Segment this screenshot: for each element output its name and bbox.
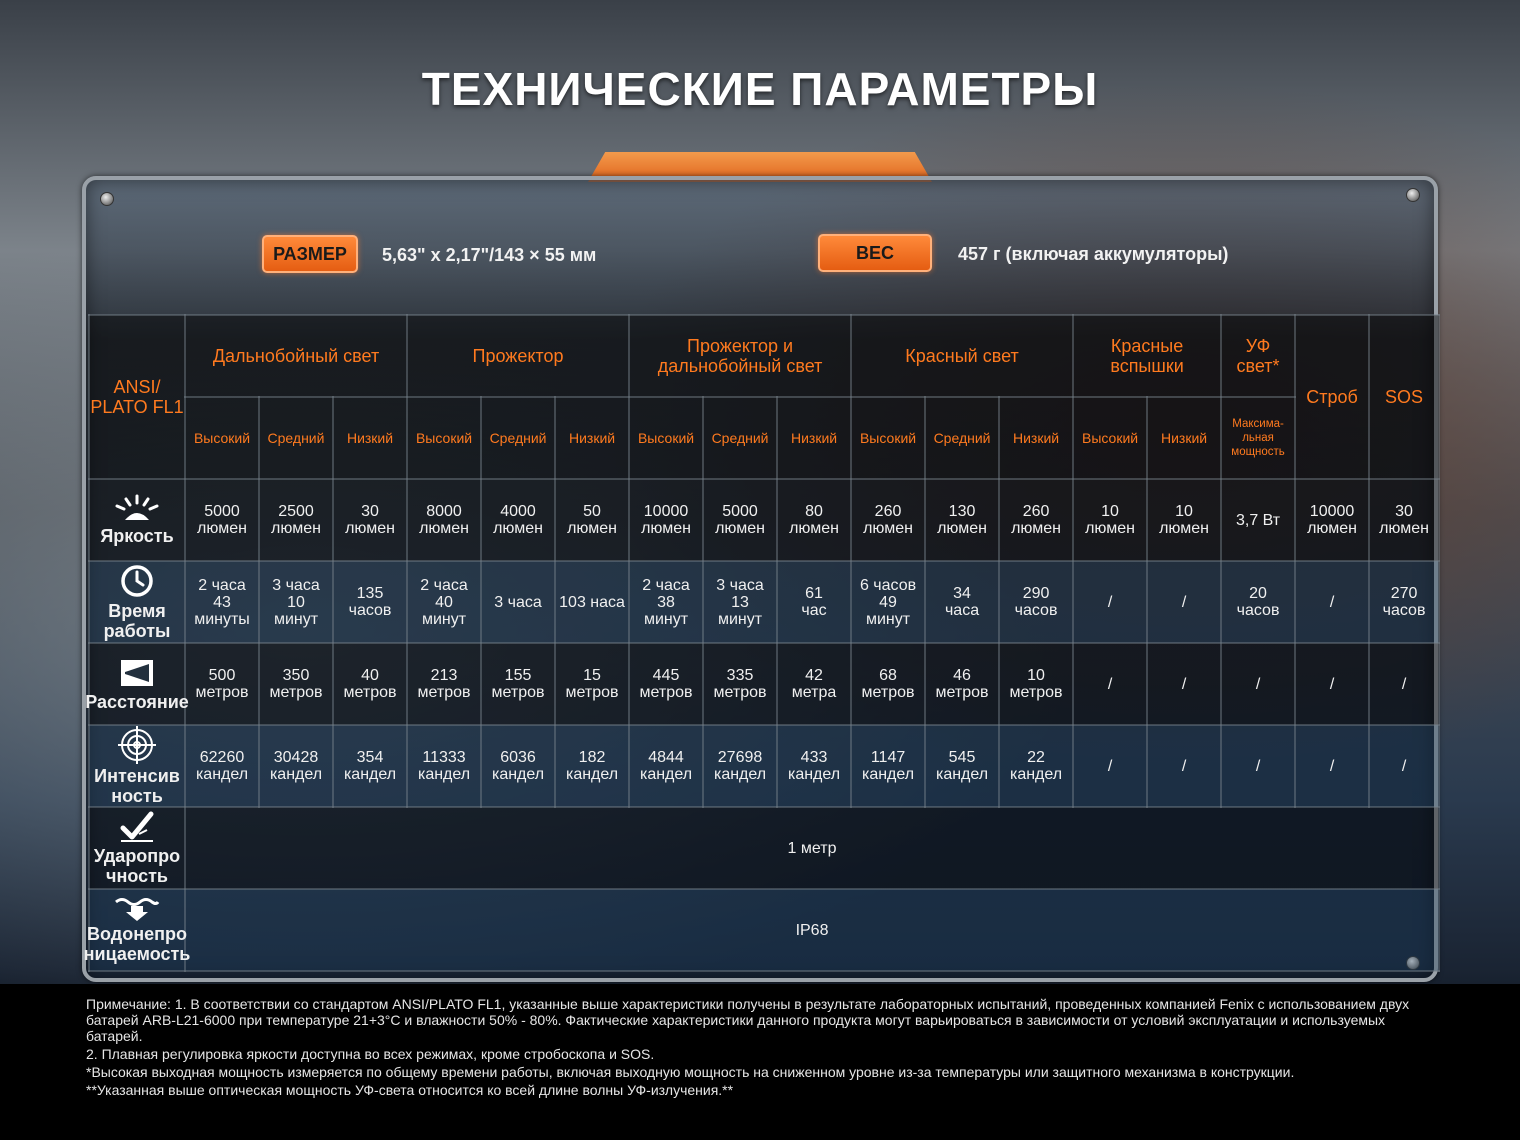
cell-line: минут — [717, 610, 763, 628]
cell-line: / — [1401, 675, 1407, 693]
brightness-value-cell — [407, 479, 481, 561]
cell-line: минут — [865, 610, 911, 628]
cell-line: 103 наса — [559, 593, 625, 611]
cell-line: 50 — [583, 503, 601, 520]
mode-header: Высокий — [185, 397, 259, 479]
cell-line: люмен — [345, 520, 395, 537]
footnotes — [0, 984, 1520, 1140]
cell-line: 3 часа — [272, 576, 320, 594]
cell-line: люмен — [1307, 520, 1357, 537]
cell-line: 68 — [879, 667, 897, 684]
cell-line: / — [1255, 757, 1261, 775]
cell-line: 270 — [1390, 585, 1418, 602]
cell-line: люмен — [789, 520, 839, 537]
page-title: ТЕХНИЧЕСКИЕ ПАРАМЕТРЫ — [421, 63, 1099, 115]
brightness-value-cell — [629, 479, 703, 561]
runtime-value-cell — [1221, 561, 1295, 643]
cell-line: 38 — [657, 593, 675, 611]
cell-line: метров — [195, 684, 249, 701]
cell-line: / — [1107, 593, 1113, 611]
runtime-value-cell — [1369, 561, 1439, 643]
group-header-row — [89, 315, 1439, 397]
footnote: *Высокая выходная мощность измеряется по общему времени работы, включая выходную мощность на сниженном уровне из-за температуры или защитного механизма в конструкции. — [86, 1064, 1295, 1080]
cell-line: 260 — [874, 503, 902, 520]
cell-line: метров — [565, 684, 619, 701]
brightness-value-cell — [1295, 479, 1369, 561]
cell-line: 40 — [361, 667, 379, 684]
distance-value-cell — [1147, 643, 1221, 725]
cell-line: 10000 — [643, 503, 689, 520]
cell-line: 5000 — [204, 503, 240, 520]
intensity-value-cell — [1073, 725, 1147, 807]
intensity-value-cell — [259, 725, 333, 807]
mode-header: Высокий — [851, 397, 925, 479]
cell-line: 6 часов — [859, 576, 917, 594]
cell-line: 182 — [578, 749, 606, 766]
cell-line: кандел — [491, 766, 545, 783]
runtime-value-cell — [407, 561, 481, 643]
brightness-value-cell — [1369, 479, 1439, 561]
cell-line: метров — [639, 684, 693, 701]
row-label-cell — [89, 807, 185, 889]
cell-line: 500 — [208, 667, 236, 684]
cell-line: метров — [343, 684, 397, 701]
standard-label: ANSI/ PLATO FL1 — [89, 315, 185, 479]
cell-line: 40 — [435, 593, 453, 611]
cell-line: 6036 — [500, 749, 536, 766]
cell-line: / — [1329, 757, 1335, 775]
runtime-value-cell — [851, 561, 925, 643]
intensity-value-cell — [629, 725, 703, 807]
brightness-value-cell — [703, 479, 777, 561]
cell-line: 46 — [953, 667, 971, 684]
cell-line: часов — [1014, 602, 1058, 619]
row-label-cell — [89, 479, 185, 561]
brightness-value-cell — [1073, 479, 1147, 561]
group-header: Прожектор и дальнобойный свет — [629, 315, 851, 397]
cell-line: 1147 — [870, 749, 906, 766]
distance-value-cell — [407, 643, 481, 725]
cell-line: метров — [935, 684, 989, 701]
cell-line: кандел — [787, 766, 841, 783]
runtime-value-cell — [629, 561, 703, 643]
cell-line: минуты — [194, 610, 250, 628]
cell-line: метров — [269, 684, 323, 701]
cell-line: метров — [861, 684, 915, 701]
cell-line: 42 — [805, 667, 823, 684]
cell-line: 15 — [583, 667, 601, 684]
cell-line: 80 — [805, 503, 823, 520]
mode-header: Высокий — [407, 397, 481, 479]
brightness-icon — [112, 494, 162, 524]
brightness-value-cell — [925, 479, 999, 561]
runtime-value-cell — [1295, 561, 1369, 643]
cell-line: 20 — [1249, 585, 1267, 602]
cell-line: люмен — [863, 520, 913, 537]
runtime-value-cell — [481, 561, 555, 643]
intensity-value-cell — [555, 725, 629, 807]
cell-line: / — [1107, 675, 1113, 693]
intensity-value-cell — [1369, 725, 1439, 807]
cell-line: кандел — [935, 766, 989, 783]
cell-line: / — [1181, 593, 1187, 611]
footnote: 2. Плавная регулировка яркости доступна во всех режимах, кроме стробоскопа и SOS. — [86, 1046, 655, 1062]
cell-line: 260 — [1022, 503, 1050, 520]
cell-line: 130 — [948, 503, 976, 520]
runtime-value-cell — [925, 561, 999, 643]
brightness-value-cell — [777, 479, 851, 561]
row-label: Расстояние — [85, 692, 189, 712]
runtime-value-cell — [185, 561, 259, 643]
group-header: Строб — [1295, 315, 1369, 479]
brightness-value-cell — [999, 479, 1073, 561]
mode-header: Низкий — [333, 397, 407, 479]
cell-line: 2 часа — [420, 576, 468, 594]
cell-line: 155 — [504, 667, 532, 684]
row-label: Яркость — [100, 526, 174, 546]
cell-line: / — [1255, 675, 1261, 693]
row-label-cell — [85, 643, 189, 725]
cell-line: люмен — [197, 520, 247, 537]
cell-line: люмен — [271, 520, 321, 537]
brightness-value-cell — [1221, 479, 1295, 561]
cell-line: метров — [1009, 684, 1063, 701]
cell-line: минут — [421, 610, 467, 628]
cell-line: 3 часа — [494, 593, 542, 611]
group-header: УФ свет* — [1221, 315, 1295, 397]
row-runtime — [89, 561, 1439, 643]
cell-line: 4000 — [500, 503, 536, 520]
impact-check-icon — [117, 810, 157, 844]
mode-header: Средний — [481, 397, 555, 479]
group-header: SOS — [1369, 315, 1439, 479]
beam-distance-icon — [117, 656, 157, 690]
distance-value-cell — [629, 643, 703, 725]
row-label: Ударопро чность — [93, 846, 181, 886]
row-brightness — [89, 479, 1439, 561]
group-header: Красный свет — [851, 315, 1073, 397]
distance-value-cell — [925, 643, 999, 725]
cell-line: 290 — [1022, 585, 1050, 602]
mode-header: Высокий — [629, 397, 703, 479]
intensity-value-cell — [925, 725, 999, 807]
cell-line: метров — [713, 684, 767, 701]
intensity-value-cell — [1221, 725, 1295, 807]
distance-value-cell — [1221, 643, 1295, 725]
row-label-cell — [83, 889, 191, 971]
intensity-value-cell — [777, 725, 851, 807]
cell-line: кандел — [639, 766, 693, 783]
cell-line: 8000 — [426, 503, 462, 520]
intensity-value-cell — [1147, 725, 1221, 807]
cell-line: / — [1181, 675, 1187, 693]
intensity-value-cell — [703, 725, 777, 807]
row-impact — [89, 807, 1439, 889]
cell-line: 10 — [1101, 503, 1119, 520]
cell-line: люмен — [493, 520, 543, 537]
cell-line: люмен — [1379, 520, 1429, 537]
cell-line: / — [1181, 757, 1187, 775]
mode-header: Низкий — [555, 397, 629, 479]
cell-line: 11333 — [422, 749, 466, 766]
mode-header: Низкий — [999, 397, 1073, 479]
cell-line: минут — [643, 610, 689, 628]
cell-line: люмен — [715, 520, 765, 537]
row-intensity — [89, 725, 1439, 807]
cell-line: / — [1329, 675, 1335, 693]
cell-line: часов — [1382, 602, 1426, 619]
intensity-value-cell — [1295, 725, 1369, 807]
intensity-value-cell — [851, 725, 925, 807]
cell-line: / — [1401, 757, 1407, 775]
brightness-value-cell — [259, 479, 333, 561]
intensity-value-cell — [185, 725, 259, 807]
cell-line: 22 — [1027, 749, 1045, 766]
distance-value-cell — [555, 643, 629, 725]
cell-line: 135 — [356, 585, 384, 602]
group-header: Дальнобойный свет — [185, 315, 407, 397]
cell-line: люмен — [419, 520, 469, 537]
cell-line: 3 часа — [716, 576, 764, 594]
runtime-value-cell — [999, 561, 1073, 643]
distance-value-cell — [703, 643, 777, 725]
cell-line: кандел — [713, 766, 767, 783]
water-icon — [114, 896, 160, 922]
row-label: Время работы — [103, 601, 171, 641]
intensity-value-cell — [999, 725, 1073, 807]
brightness-value-cell — [333, 479, 407, 561]
cell-line: час — [801, 602, 827, 619]
mode-header: Низкий — [777, 397, 851, 479]
size-badge: РАЗМЕР — [262, 235, 358, 273]
distance-value-cell — [333, 643, 407, 725]
cell-line: люмен — [1159, 520, 1209, 537]
runtime-value-cell — [259, 561, 333, 643]
mode-header: Средний — [925, 397, 999, 479]
weight-value: 457 г (включая аккумуляторы) — [958, 244, 1229, 264]
cell-line: 27698 — [717, 749, 763, 766]
intensity-value-cell — [333, 725, 407, 807]
distance-value-cell — [481, 643, 555, 725]
cell-line: 213 — [430, 667, 458, 684]
cell-line: часов — [348, 602, 392, 619]
distance-value-cell — [999, 643, 1073, 725]
cell-line: люмен — [1085, 520, 1135, 537]
group-header: Красные вспышки — [1073, 315, 1221, 397]
cell-line: 13 — [731, 593, 749, 611]
impact-value: 1 метр — [185, 807, 1439, 889]
weight-badge: ВЕС — [818, 234, 932, 272]
cell-line: 30 — [1395, 503, 1413, 520]
mode-header: Высокий — [1073, 397, 1147, 479]
cell-line: кандел — [1009, 766, 1063, 783]
cell-line: 30428 — [273, 749, 319, 766]
mode-header: Максима-льная мощность — [1221, 397, 1295, 479]
cell-line: / — [1107, 757, 1113, 775]
runtime-value-cell — [1147, 561, 1221, 643]
mode-header: Низкий — [1147, 397, 1221, 479]
cell-line: 350 — [282, 667, 310, 684]
brightness-value-cell — [851, 479, 925, 561]
cell-line: 2 часа — [198, 576, 246, 594]
cell-line: 49 — [879, 593, 897, 611]
cell-line: кандел — [195, 766, 249, 783]
row-waterproof — [89, 889, 1439, 971]
cell-line: 62260 — [199, 749, 245, 766]
distance-value-cell — [851, 643, 925, 725]
cell-line: 34 — [953, 585, 971, 602]
target-icon — [117, 726, 157, 764]
mode-header-row — [89, 397, 1439, 479]
cell-line: 3,7 Вт — [1235, 511, 1281, 529]
cell-line: метра — [791, 684, 837, 701]
brightness-value-cell — [185, 479, 259, 561]
cell-line: 445 — [652, 667, 680, 684]
footnote: **Указанная выше оптическая мощность УФ-света относится ко всей длине волны УФ-излучения.** — [86, 1082, 734, 1098]
spec-table — [83, 314, 1440, 972]
clock-icon — [119, 563, 155, 599]
cell-line: 545 — [948, 749, 976, 766]
cell-line: 433 — [800, 749, 828, 766]
cell-line: кандел — [343, 766, 397, 783]
cell-line: 10 — [1175, 503, 1193, 520]
cell-line: 30 — [361, 503, 379, 520]
intensity-value-cell — [481, 725, 555, 807]
screw-icon — [1406, 188, 1420, 202]
cell-line: 10 — [1027, 667, 1045, 684]
intensity-value-cell — [407, 725, 481, 807]
cell-line: 10000 — [1309, 503, 1355, 520]
size-value: 5,63" x 2,17"/143 × 55 мм — [382, 245, 597, 265]
cell-line: / — [1329, 593, 1335, 611]
cell-line: кандел — [565, 766, 619, 783]
runtime-value-cell — [777, 561, 851, 643]
cell-line: люмен — [937, 520, 987, 537]
footnote: Примечание: 1. В соответствии со стандартом ANSI/PLATO FL1, указанные выше характеристики получены в результате лабораторных испытаний, проведенных компанией Fenix с использованием двух батарей ARB-L21-6000 при температуре 21+3°C и влажности 50% - 80%. Фактические характеристики данного продукта могут варьироваться в зависимости от условий эксплуатации и используемых батарей. — [86, 996, 1410, 1044]
cell-line: кандел — [861, 766, 915, 783]
distance-value-cell — [1073, 643, 1147, 725]
row-label-cell — [89, 561, 185, 643]
waterproof-value: IP68 — [185, 889, 1439, 971]
cell-line: 354 — [356, 749, 384, 766]
cell-line: часов — [1236, 602, 1280, 619]
distance-value-cell — [1295, 643, 1369, 725]
runtime-value-cell — [555, 561, 629, 643]
group-header: Прожектор — [407, 315, 629, 397]
distance-value-cell — [1369, 643, 1439, 725]
cell-line: 2500 — [278, 503, 314, 520]
cell-line: метров — [491, 684, 545, 701]
cell-line: 5000 — [722, 503, 758, 520]
cell-line: кандел — [269, 766, 323, 783]
mode-header: Средний — [259, 397, 333, 479]
brightness-value-cell — [1147, 479, 1221, 561]
distance-value-cell — [777, 643, 851, 725]
cell-line: 4844 — [648, 749, 684, 766]
mode-header: Средний — [703, 397, 777, 479]
cell-line: 43 — [213, 593, 231, 611]
brightness-value-cell — [481, 479, 555, 561]
cell-line: 10 — [287, 593, 305, 611]
cell-line: 2 часа — [642, 576, 690, 594]
cell-line: 335 — [726, 667, 754, 684]
cell-line: кандел — [417, 766, 471, 783]
cell-line: люмен — [567, 520, 617, 537]
runtime-value-cell — [333, 561, 407, 643]
row-label: Интенсив ность — [94, 766, 180, 806]
runtime-value-cell — [703, 561, 777, 643]
brightness-value-cell — [555, 479, 629, 561]
screw-icon — [100, 192, 114, 206]
row-label: Водонепро ницаемость — [83, 924, 191, 964]
runtime-value-cell — [1073, 561, 1147, 643]
cell-line: люмен — [641, 520, 691, 537]
row-label-cell — [89, 725, 185, 807]
distance-value-cell — [185, 643, 259, 725]
row-distance — [89, 643, 1439, 725]
distance-value-cell — [259, 643, 333, 725]
cell-line: 61 — [805, 585, 823, 602]
cell-line: минут — [273, 610, 319, 628]
cell-line: люмен — [1011, 520, 1061, 537]
cell-line: часа — [944, 602, 980, 619]
cell-line: метров — [417, 684, 471, 701]
